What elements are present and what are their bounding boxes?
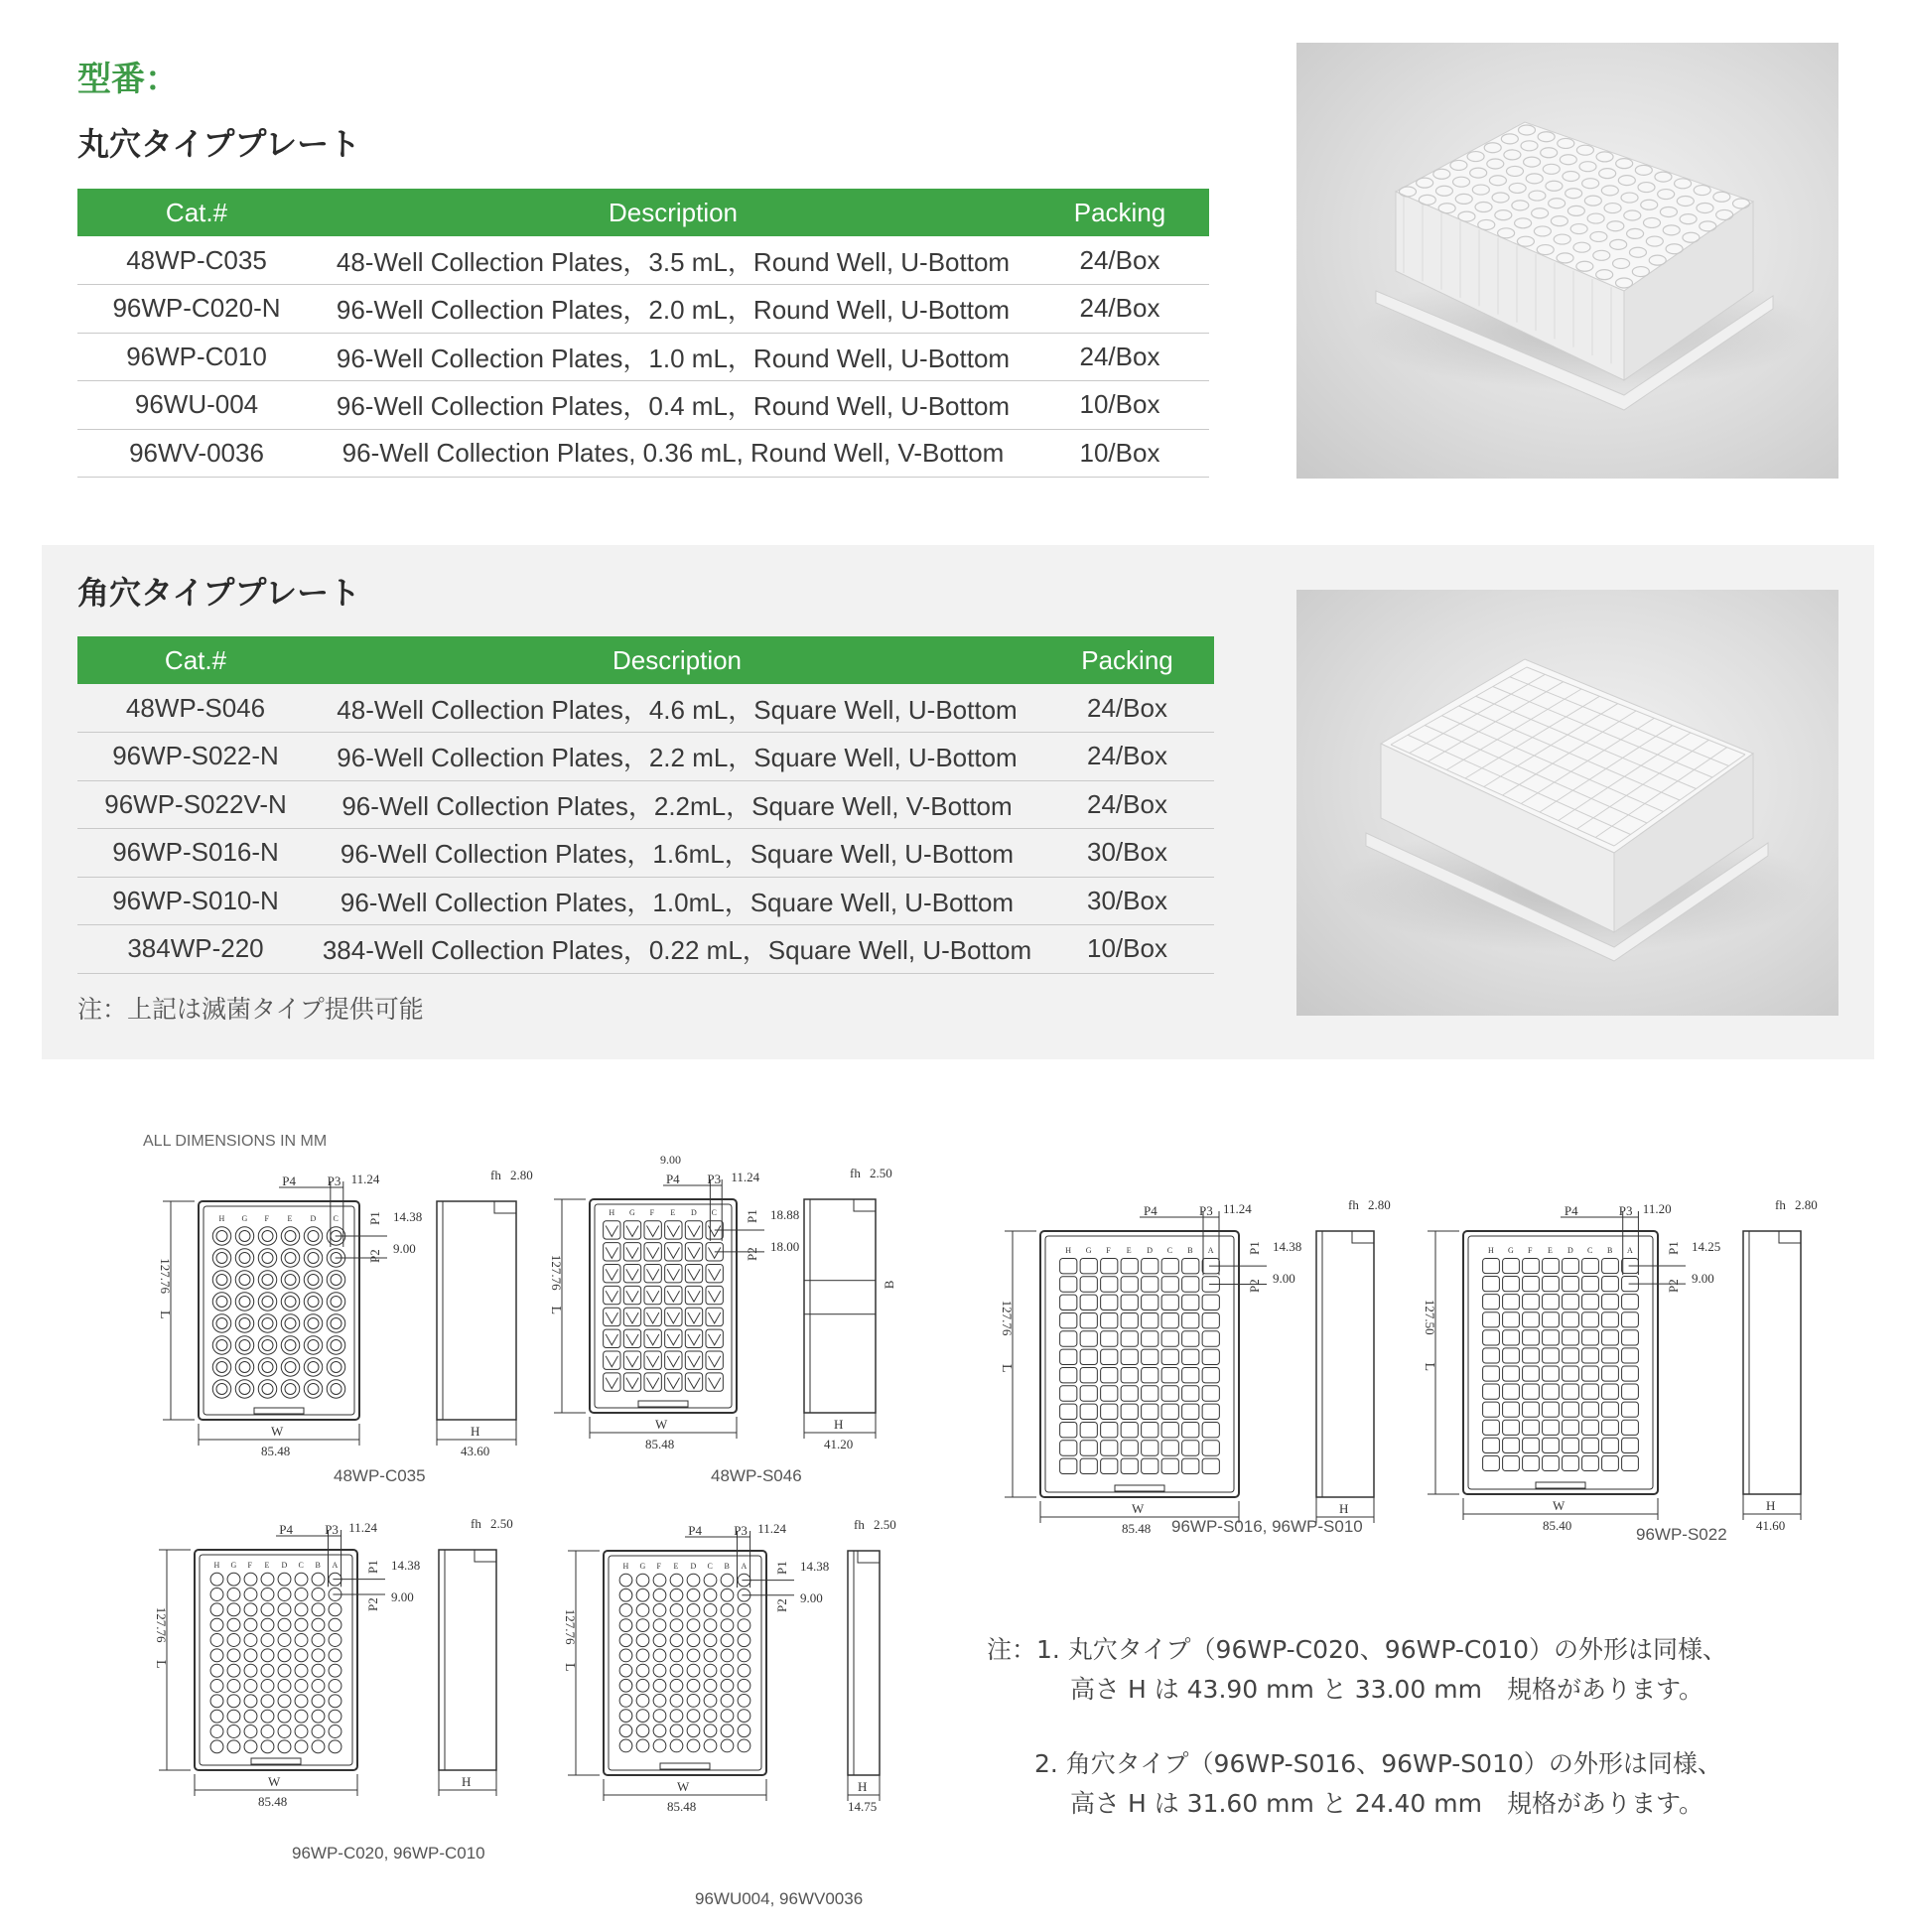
deep-well-plate-square-image bbox=[1296, 590, 1838, 1016]
length-value: 127.76 bbox=[549, 1254, 564, 1291]
round-plates-table bbox=[77, 189, 1209, 478]
p1-value: 14.38 bbox=[1273, 1239, 1302, 1254]
round-plate-photo bbox=[1296, 43, 1838, 479]
note-round-height: 高さ H は 43.90 mm と 33.00 mm 規格があります。 bbox=[1070, 1675, 1703, 1704]
header-cat: Cat.# bbox=[77, 189, 316, 236]
width-value: 85.48 bbox=[258, 1794, 288, 1809]
row-letter: G bbox=[241, 1214, 248, 1223]
p2-value: 9.00 bbox=[800, 1590, 823, 1605]
cat-cell: 96WP-S022V-N bbox=[77, 780, 314, 829]
p3-label: P3 bbox=[325, 1522, 339, 1537]
length-value: 127.76 bbox=[563, 1608, 578, 1645]
row-letter: G bbox=[629, 1208, 635, 1217]
row-letter: E bbox=[287, 1214, 293, 1223]
cat-cell: 96WP-C010 bbox=[77, 333, 316, 381]
height-label: H bbox=[858, 1779, 868, 1794]
p4-label: P4 bbox=[1144, 1203, 1157, 1218]
fh-value: 2.80 bbox=[510, 1168, 533, 1182]
row-letter: G bbox=[230, 1561, 237, 1570]
p4-label: P4 bbox=[282, 1173, 296, 1188]
row-letter: C bbox=[1166, 1246, 1173, 1255]
row-letter: E bbox=[673, 1562, 679, 1571]
length-value: 127.50 bbox=[1423, 1299, 1437, 1335]
width-label: W bbox=[1132, 1501, 1145, 1516]
cat-cell: 96WU-004 bbox=[77, 381, 316, 430]
row-letter: A bbox=[1207, 1246, 1214, 1255]
row-letter: B bbox=[1607, 1246, 1613, 1255]
plate-drawing bbox=[1428, 1211, 1801, 1520]
length-value: 127.76 bbox=[1000, 1300, 1015, 1336]
table-row bbox=[77, 684, 1214, 733]
table-row bbox=[77, 236, 1209, 285]
row-letter: H bbox=[609, 1208, 615, 1217]
length-label: L bbox=[999, 1364, 1014, 1373]
packing-cell: 30/Box bbox=[1040, 829, 1214, 878]
fh-label: fh bbox=[490, 1168, 501, 1182]
cat-cell: 48WP-C035 bbox=[77, 236, 316, 285]
row-letter: F bbox=[649, 1208, 655, 1217]
description-cell: 96-Well Collection Plates，2.2mL，Square Well, V-Bottom bbox=[314, 780, 1040, 829]
note-round-type: 注：1. 丸穴タイプ（96WP-C020、96WP-C010）の外形は同様、 bbox=[987, 1635, 1728, 1664]
cat-cell: 48WP-S046 bbox=[77, 684, 314, 733]
drawing-caption-48wp-s046: 48WP-S046 bbox=[711, 1466, 802, 1485]
width-value: 85.48 bbox=[645, 1437, 675, 1451]
description-cell: 96-Well Collection Plates，1.0 mL，Round Well, U-Bottom bbox=[316, 333, 1030, 381]
fh-label: fh bbox=[471, 1516, 481, 1531]
p3-label: P3 bbox=[734, 1523, 748, 1538]
row-letter: H bbox=[218, 1214, 225, 1223]
table-row bbox=[77, 429, 1209, 478]
square-plates-table bbox=[77, 636, 1214, 974]
p4-label: P4 bbox=[279, 1522, 294, 1537]
width-value: 85.40 bbox=[1543, 1518, 1572, 1533]
description-cell: 96-Well Collection Plates，0.4 mL，Round Well, U-Bottom bbox=[316, 381, 1030, 430]
row-letter: C bbox=[298, 1561, 304, 1570]
p3-label: P3 bbox=[327, 1173, 341, 1188]
p3-value: 11.24 bbox=[757, 1521, 786, 1536]
p1-value: 18.88 bbox=[770, 1207, 800, 1222]
sterile-note: 注：上記は滅菌タイプ提供可能 bbox=[77, 995, 424, 1024]
row-letter: A bbox=[741, 1562, 748, 1571]
length-label: L bbox=[548, 1306, 563, 1315]
packing-cell: 24/Box bbox=[1030, 236, 1209, 285]
packing-cell: 10/Box bbox=[1040, 925, 1214, 974]
fh-label: fh bbox=[850, 1166, 861, 1180]
length-label: L bbox=[1422, 1362, 1436, 1372]
packing-cell: 10/Box bbox=[1030, 429, 1209, 478]
row-letter: A bbox=[332, 1561, 339, 1570]
width-value: 85.48 bbox=[1122, 1521, 1152, 1536]
p3-value: 11.24 bbox=[348, 1520, 377, 1535]
description-cell: 48-Well Collection Plates，4.6 mL，Square Well, U-Bottom bbox=[314, 684, 1040, 733]
p3-value: 11.20 bbox=[1642, 1201, 1672, 1216]
note-square-type: 2. 角穴タイプ（96WP-S016、96WP-S010）の外形は同様、 bbox=[1034, 1749, 1722, 1778]
plate-drawing bbox=[1005, 1211, 1374, 1523]
p3-label: P3 bbox=[1199, 1203, 1213, 1218]
row-letter: C bbox=[1587, 1246, 1593, 1255]
height-value: 43.60 bbox=[461, 1444, 490, 1458]
description-cell: 96-Well Collection Plates, 0.36 mL, Round Well, V-Bottom bbox=[316, 429, 1030, 478]
row-letter: H bbox=[213, 1561, 220, 1570]
row-letter: H bbox=[622, 1562, 629, 1571]
row-letter: F bbox=[1106, 1246, 1111, 1255]
height-label: H bbox=[462, 1774, 472, 1789]
fh-value: 2.50 bbox=[870, 1166, 892, 1180]
row-letter: H bbox=[1488, 1246, 1494, 1255]
p1-label: P1 bbox=[774, 1561, 789, 1575]
row-letter: E bbox=[264, 1561, 270, 1570]
plate-drawing bbox=[159, 1530, 496, 1796]
model-heading: 型番： bbox=[77, 60, 179, 99]
cat-cell: 96WP-S016-N bbox=[77, 829, 314, 878]
height-label: H bbox=[834, 1417, 844, 1432]
p1-value: 14.38 bbox=[393, 1209, 423, 1224]
table-row bbox=[77, 780, 1214, 829]
p2-label: P2 bbox=[745, 1247, 759, 1261]
p3-label: P3 bbox=[707, 1172, 722, 1186]
row-letter: D bbox=[1567, 1246, 1573, 1255]
p1-label: P1 bbox=[367, 1211, 382, 1225]
cat-cell: 96WP-S022-N bbox=[77, 733, 314, 781]
length-label: L bbox=[562, 1663, 577, 1672]
p3-value: 11.24 bbox=[350, 1172, 380, 1186]
table-header-row bbox=[77, 636, 1214, 684]
width-label: W bbox=[268, 1774, 281, 1789]
p3-value: 11.24 bbox=[731, 1170, 760, 1184]
packing-cell: 10/Box bbox=[1030, 381, 1209, 430]
row-letter: D bbox=[281, 1561, 288, 1570]
description-cell: 96-Well Collection Plates，2.2 mL，Square Well, U-Bottom bbox=[314, 733, 1040, 781]
cat-cell: 96WV-0036 bbox=[77, 429, 316, 478]
dimensions-title: ALL DIMENSIONS IN MM bbox=[143, 1133, 328, 1150]
p2-value: 18.00 bbox=[770, 1239, 800, 1254]
p4-label: P4 bbox=[665, 1172, 680, 1186]
p1-value: 14.38 bbox=[800, 1559, 830, 1574]
fh-label: fh bbox=[1775, 1197, 1786, 1212]
table-row bbox=[77, 333, 1209, 381]
row-letter: B bbox=[724, 1562, 730, 1571]
drawing-caption-48wp-c035: 48WP-C035 bbox=[334, 1466, 426, 1485]
table-row bbox=[77, 285, 1209, 334]
packing-cell: 24/Box bbox=[1040, 780, 1214, 829]
row-letter: F bbox=[247, 1561, 252, 1570]
row-letter: C bbox=[711, 1208, 718, 1217]
p2-value: 9.00 bbox=[1692, 1271, 1714, 1286]
row-letter: G bbox=[1508, 1246, 1514, 1255]
p1-value: 14.25 bbox=[1692, 1239, 1721, 1254]
p3-value: 11.24 bbox=[1223, 1201, 1252, 1216]
note-square-height: 高さ H は 31.60 mm と 24.40 mm 規格があります。 bbox=[1070, 1789, 1703, 1818]
plate-drawing bbox=[163, 1181, 516, 1446]
p4-label: P4 bbox=[1564, 1203, 1578, 1218]
deep-well-plate-round-image bbox=[1296, 43, 1838, 479]
fh-value: 2.80 bbox=[1368, 1197, 1391, 1212]
drawing-caption-96wu004: 96WU004, 96WV0036 bbox=[695, 1889, 864, 1908]
p2-value: 9.00 bbox=[1273, 1271, 1295, 1286]
fh-value: 2.50 bbox=[490, 1516, 513, 1531]
fh-value: 2.50 bbox=[874, 1517, 896, 1532]
table-row bbox=[77, 829, 1214, 878]
drawing-caption-96wp-s022: 96WP-S022 bbox=[1636, 1525, 1727, 1544]
p2-label: P2 bbox=[367, 1249, 382, 1263]
packing-cell: 24/Box bbox=[1030, 333, 1209, 381]
square-plate-photo bbox=[1296, 590, 1838, 1016]
header-packing: Packing bbox=[1040, 636, 1214, 684]
width-label: W bbox=[677, 1779, 690, 1794]
description-cell: 96-Well Collection Plates，1.6mL，Square Well, U-Bottom bbox=[314, 829, 1040, 878]
width-value: 85.48 bbox=[667, 1799, 697, 1814]
length-label: L bbox=[157, 1311, 172, 1319]
table-row bbox=[77, 925, 1214, 974]
cat-cell: 96WP-C020-N bbox=[77, 285, 316, 334]
height-value: 41.20 bbox=[824, 1437, 854, 1451]
row-letter: F bbox=[264, 1214, 269, 1223]
height-label: H bbox=[1766, 1498, 1776, 1513]
p4-value: 9.00 bbox=[659, 1153, 681, 1167]
height-value: 14.75 bbox=[848, 1799, 878, 1814]
p1-label: P1 bbox=[1666, 1241, 1681, 1255]
row-letter: C bbox=[707, 1562, 713, 1571]
fh-value: 2.80 bbox=[1795, 1197, 1818, 1212]
header-packing: Packing bbox=[1030, 189, 1209, 236]
packing-cell: 24/Box bbox=[1040, 684, 1214, 733]
header-description: Description bbox=[316, 189, 1030, 236]
row-letter: A bbox=[1627, 1246, 1633, 1255]
p1-value: 14.38 bbox=[391, 1558, 421, 1573]
height-label: H bbox=[1339, 1501, 1349, 1516]
length-label: L bbox=[153, 1660, 168, 1669]
p2-label: P2 bbox=[1666, 1279, 1681, 1293]
table-row bbox=[77, 733, 1214, 781]
table-row bbox=[77, 877, 1214, 925]
p2-label: P2 bbox=[774, 1598, 789, 1612]
width-label: W bbox=[655, 1417, 668, 1432]
square-section-title: 角穴タイププレート bbox=[77, 574, 361, 612]
row-letter: E bbox=[670, 1208, 676, 1217]
b-label: B bbox=[882, 1280, 896, 1290]
p1-label: P1 bbox=[1247, 1241, 1262, 1255]
length-value: 127.76 bbox=[158, 1258, 173, 1294]
header-description: Description bbox=[314, 636, 1040, 684]
fh-label: fh bbox=[854, 1517, 865, 1532]
description-cell: 96-Well Collection Plates，2.0 mL，Round Well, U-Bottom bbox=[316, 285, 1030, 334]
cat-cell: 96WP-S010-N bbox=[77, 877, 314, 925]
p3-label: P3 bbox=[1618, 1203, 1633, 1218]
row-letter: F bbox=[656, 1562, 661, 1571]
row-letter: D bbox=[310, 1214, 317, 1223]
description-cell: 96-Well Collection Plates，1.0mL，Square Well, U-Bottom bbox=[314, 877, 1040, 925]
row-letter: F bbox=[1528, 1246, 1533, 1255]
packing-cell: 30/Box bbox=[1040, 877, 1214, 925]
row-letter: D bbox=[691, 1208, 697, 1217]
p2-value: 9.00 bbox=[391, 1589, 414, 1604]
plate-drawing bbox=[568, 1531, 880, 1801]
row-letter: G bbox=[1085, 1246, 1092, 1255]
round-section-title: 丸穴タイププレート bbox=[77, 125, 361, 163]
row-letter: G bbox=[639, 1562, 646, 1571]
row-letter: B bbox=[1187, 1246, 1193, 1255]
packing-cell: 24/Box bbox=[1030, 285, 1209, 334]
width-label: W bbox=[271, 1424, 284, 1439]
row-letter: H bbox=[1065, 1246, 1072, 1255]
drawing-caption-96wp-s016: 96WP-S016, 96WP-S010 bbox=[1171, 1517, 1363, 1536]
cat-cell: 384WP-220 bbox=[77, 925, 314, 974]
p2-value: 9.00 bbox=[393, 1241, 416, 1256]
fh-label: fh bbox=[1348, 1197, 1359, 1212]
header-cat: Cat.# bbox=[77, 636, 314, 684]
table-row bbox=[77, 381, 1209, 430]
p2-label: P2 bbox=[365, 1597, 380, 1611]
plate-drawing bbox=[554, 1179, 876, 1439]
p4-label: P4 bbox=[688, 1523, 703, 1538]
length-value: 127.76 bbox=[154, 1606, 169, 1643]
description-cell: 384-Well Collection Plates，0.22 mL，Square Well, U-Bottom bbox=[314, 925, 1040, 974]
description-cell: 48-Well Collection Plates，3.5 mL，Round Well, U-Bottom bbox=[316, 236, 1030, 285]
table-header-row bbox=[77, 189, 1209, 236]
row-letter: D bbox=[690, 1562, 697, 1571]
height-label: H bbox=[471, 1424, 480, 1439]
p2-label: P2 bbox=[1247, 1279, 1262, 1293]
row-letter: B bbox=[315, 1561, 321, 1570]
row-letter: C bbox=[333, 1214, 339, 1223]
row-letter: E bbox=[1126, 1246, 1132, 1255]
packing-cell: 24/Box bbox=[1040, 733, 1214, 781]
width-label: W bbox=[1553, 1498, 1566, 1513]
row-letter: E bbox=[1548, 1246, 1553, 1255]
width-value: 85.48 bbox=[261, 1444, 291, 1458]
height-value: 41.60 bbox=[1756, 1518, 1786, 1533]
row-letter: D bbox=[1147, 1246, 1154, 1255]
p1-label: P1 bbox=[365, 1560, 380, 1574]
drawing-caption-96wp-c020: 96WP-C020, 96WP-C010 bbox=[292, 1844, 485, 1863]
p1-label: P1 bbox=[745, 1209, 759, 1223]
